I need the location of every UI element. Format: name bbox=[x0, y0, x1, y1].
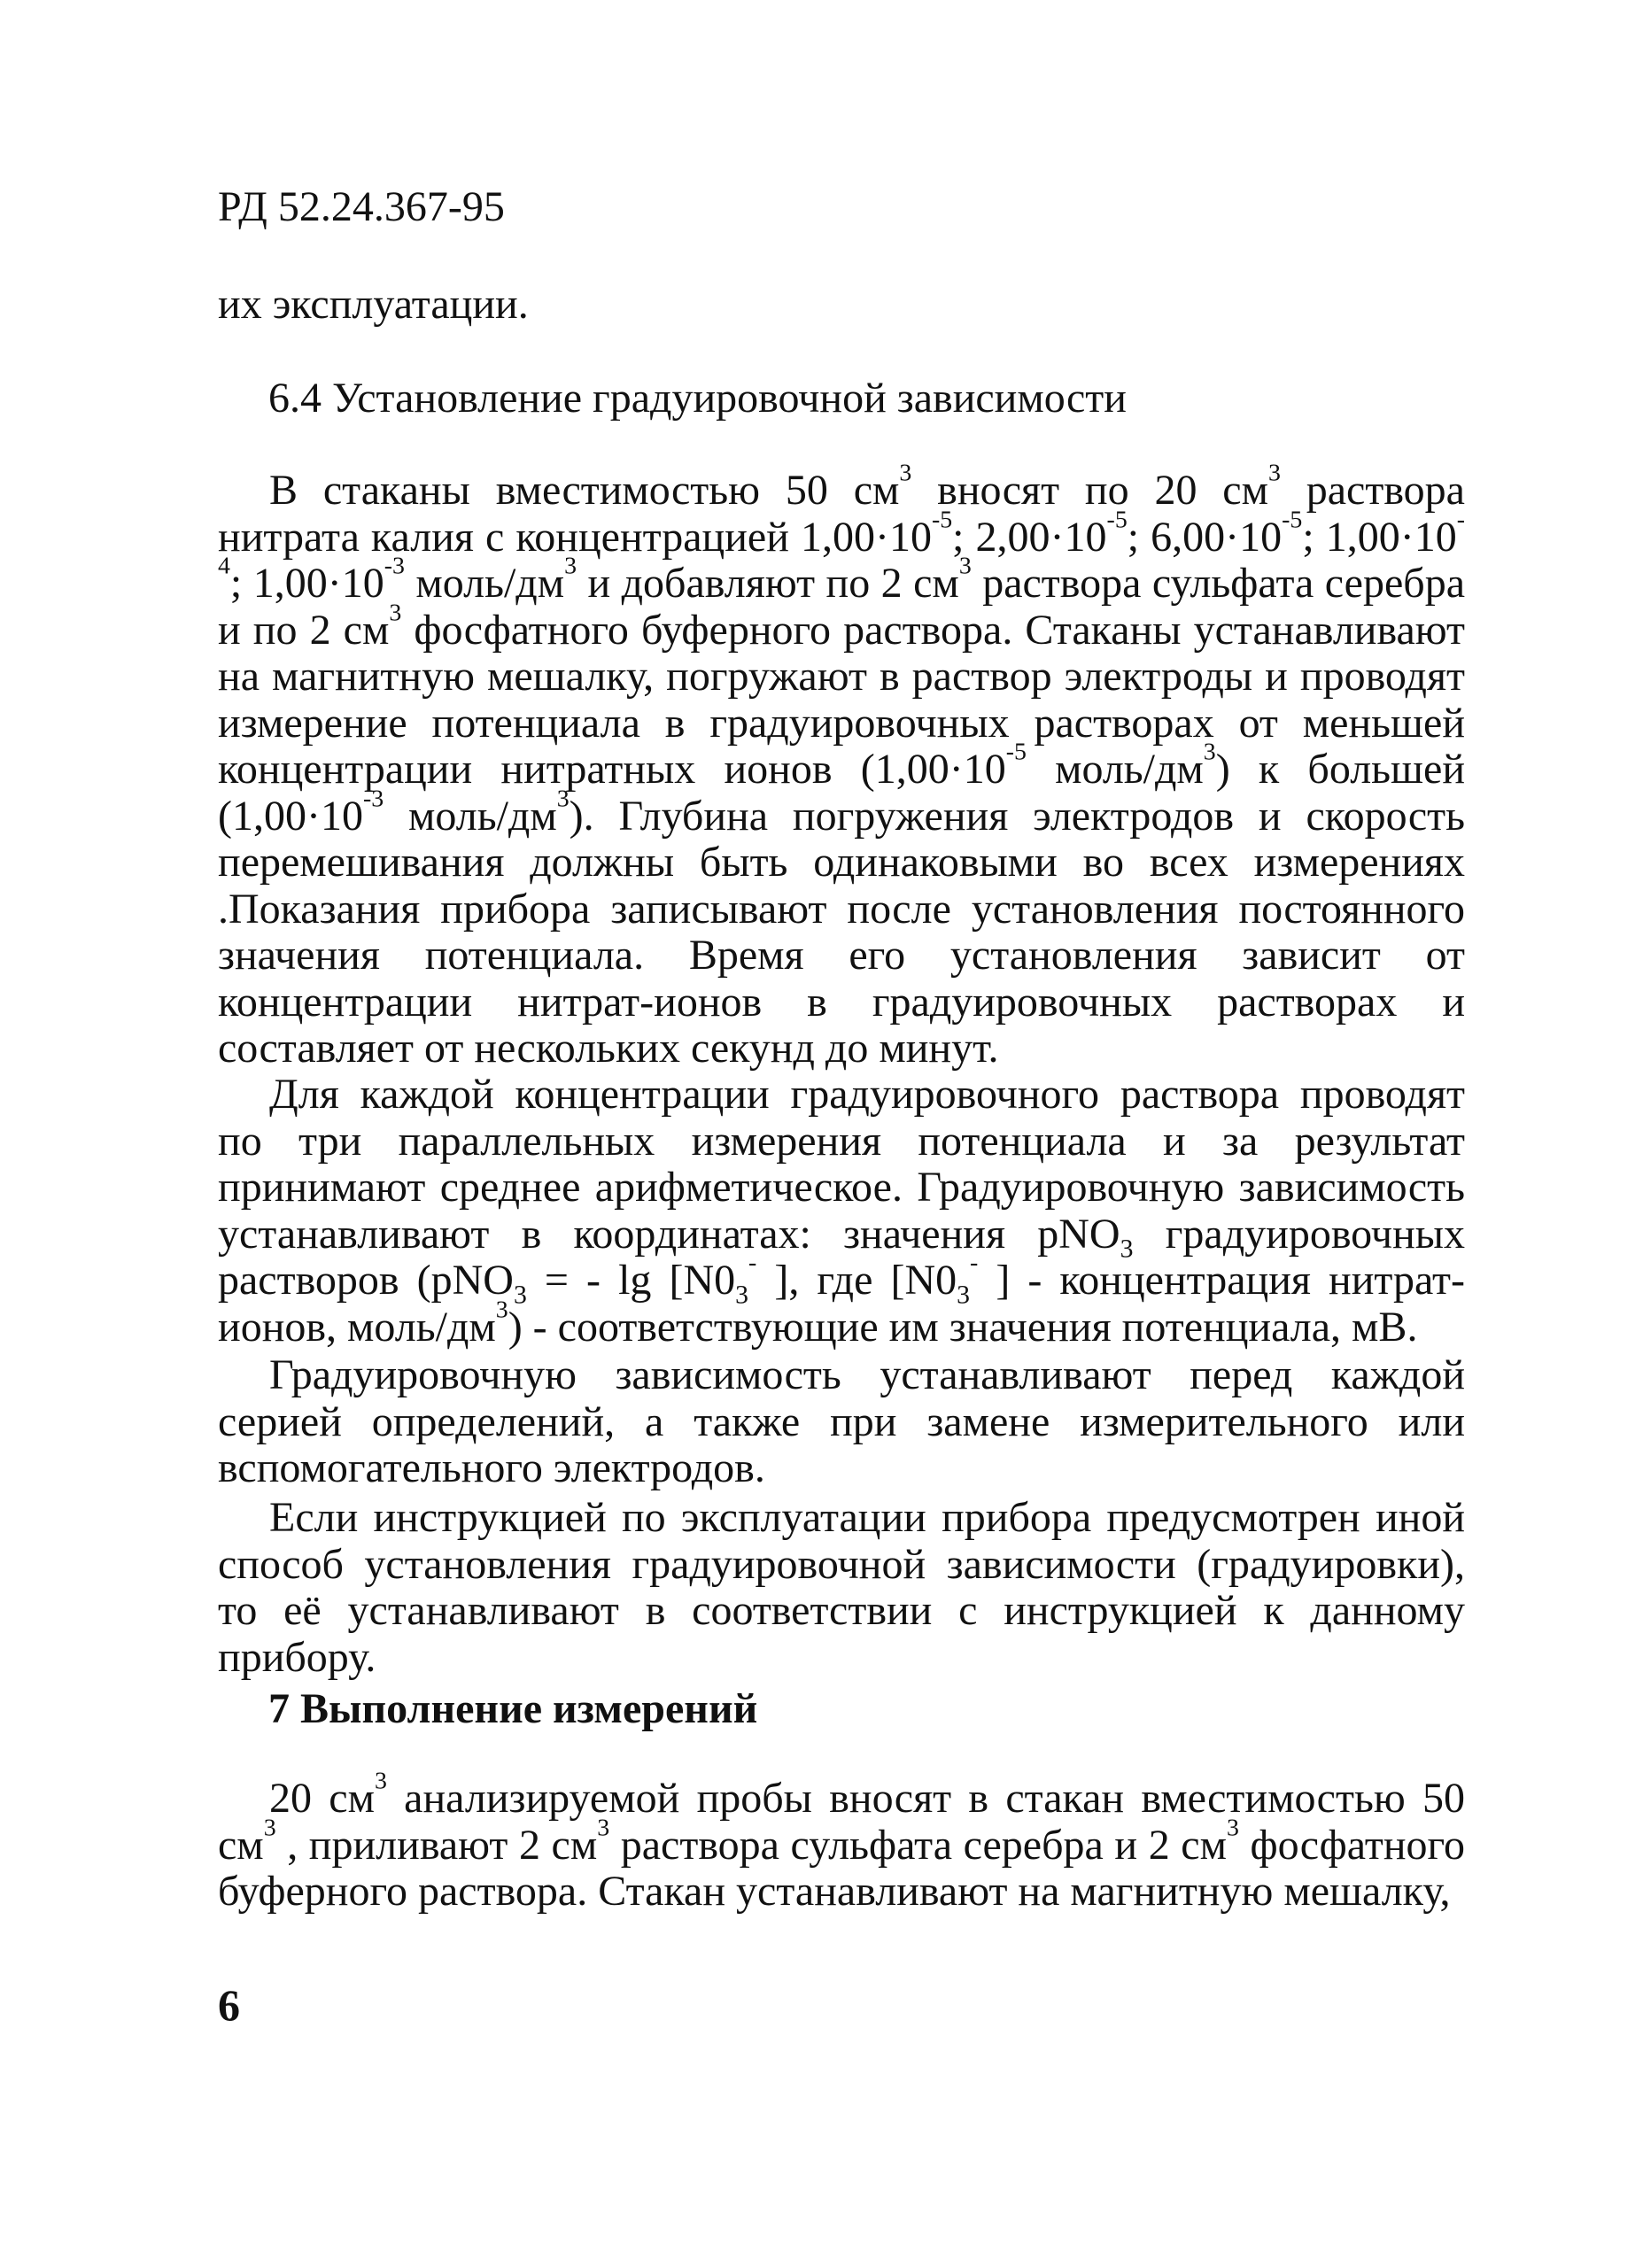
page-number: 6 bbox=[218, 1980, 240, 2030]
paragraph-calibration-coordinates: Для каждой концентрации градуировочного раствора проводят по три параллельных измерения потенциала и за результат принимают среднее арифметическое. Градуировочную зависимость устанавливают в координатах: значения pNO$_3$ градуировочных растворов (pNO$_3$ = - $\lg [N0_3^-$ ], где [$N0_3^-$ ] - концентрация нитрат-ионов, моль/$дм^3$) - соответствующие им значения потенциала, мВ. bbox=[218, 1071, 1466, 1351]
paragraph-measurement-procedure: 20 $см^3$ анализируемой пробы вносят в стакан вместимостью 50 $см^3$ , приливают 2 $см^3$ раствора сульфата серебра и 2 $см^3$ фосфатного буферного раствора. Стакан устанавливают на магнитную мешалку, bbox=[218, 1767, 1465, 1915]
continuation-text: их эксплуатации. bbox=[218, 281, 529, 328]
paragraph-calibration-frequency: Градуировочную зависимость устанавливают перед каждой серией определений, а также при замене измерительного или вспомогательного электродов. bbox=[218, 1351, 1465, 1491]
paragraph-calibration-procedure: В стаканы вместимостью 50 $см^3$ вносят по 20 $см^3$ раствора нитрата калия с концентрацией $1,00\cdot 10^{-5}$; $2,00\cdot 10^{-5}$; $6,00\cdot 10^{-5}$; $1,00\cdot 10^{-4}$; $1,00\cdot 10^{-3}$ моль/$дм^3$ и добавляют по 2 $см^3$ раствора сульфата серебра и по 2 $см^3$ фосфатного буферного раствора. Стаканы устанавливают на магнитную мешалку, погружают в раствор электроды и проводят измерение потенциала в градуировочных растворах от меньшей концентрации нитратных ионов ($1,00\cdot 10^{-5}$ моль/$дм^3$) к большей ($1,00\cdot 10^{-3}$ моль/$дм^3$). Глубина погружения электродов и скорость перемешивания должны быть одинаковыми во всех измерениях .Показания прибора записывают после установления постоянного значения потенциала. Время его установления зависит от концентрации нитрат-ионов в градуировочных растворах и составляет от нескольких секунд до минут. bbox=[218, 459, 1466, 1072]
section-7-heading: 7 Выполнение измерений bbox=[268, 1685, 758, 1732]
paragraph-instrument-instructions: Если инструкцией по эксплуатации прибора предусмотрен иной способ установления градуировочной зависимости (градуировки), то её устанавливают в соответствии с инструкцией к данному прибору. bbox=[218, 1494, 1465, 1681]
section-6-4-heading: 6.4 Установление градуировочной зависимости bbox=[268, 375, 1127, 422]
document-code: РД 52.24.367-95 bbox=[218, 183, 505, 230]
